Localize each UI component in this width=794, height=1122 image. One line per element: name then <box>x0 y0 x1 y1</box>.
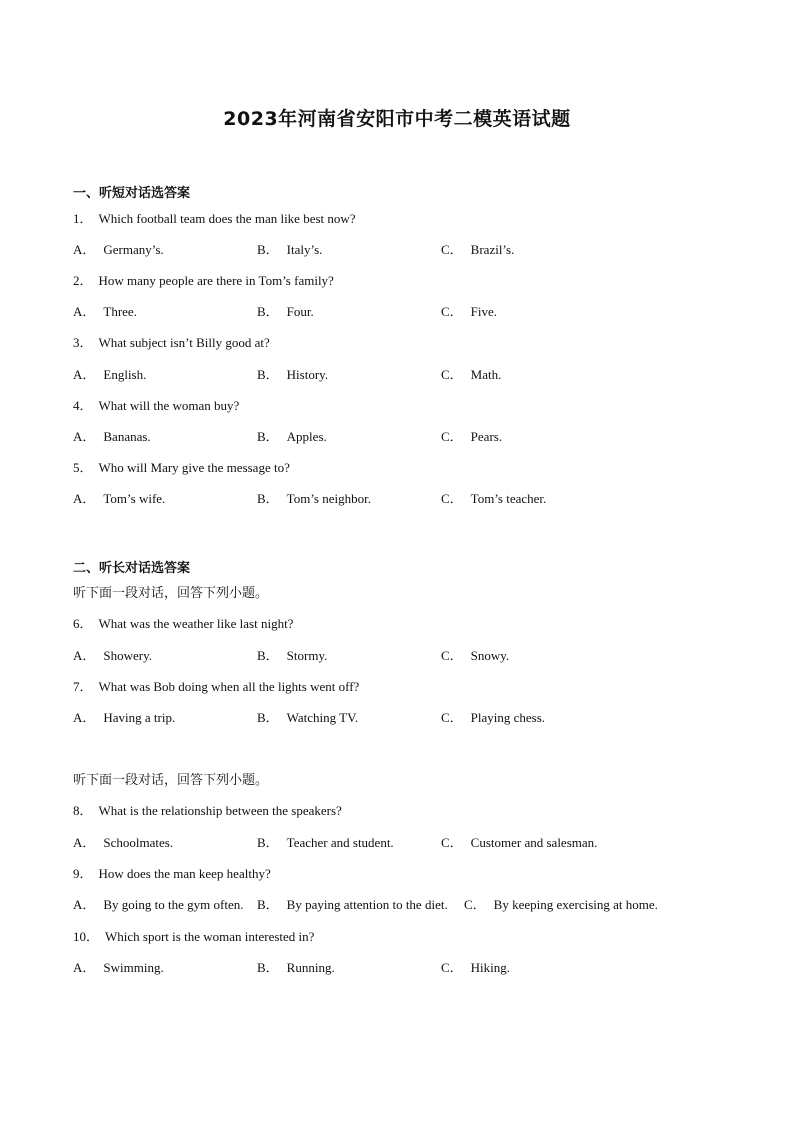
question-text: How many people are there in Tom’s family? <box>98 273 334 288</box>
section-heading-1: 一、听短对话选答案 <box>73 186 191 201</box>
question-number: 2． <box>73 273 93 288</box>
question-number: 4． <box>73 398 93 413</box>
question-10 <box>73 926 314 945</box>
option-text: Brazil’s. <box>470 242 515 257</box>
option-text: Hiking. <box>470 960 511 975</box>
option-text: Watching TV. <box>286 710 359 725</box>
question-number: 1． <box>73 211 93 226</box>
option-c[interactable] <box>441 645 509 664</box>
option-text: Customer and salesman. <box>470 835 598 850</box>
option-letter: C． <box>441 648 463 663</box>
options-2 <box>73 301 713 319</box>
option-a[interactable] <box>73 645 152 664</box>
options-5 <box>73 488 713 506</box>
option-letter: B． <box>257 897 279 912</box>
option-text: Germany’s. <box>103 242 164 257</box>
option-a[interactable] <box>73 239 164 258</box>
option-text: Showery. <box>103 648 153 663</box>
option-letter: C． <box>441 429 463 444</box>
option-letter: B． <box>257 242 279 257</box>
option-text: By keeping exercising at home. <box>493 897 658 912</box>
option-letter: A． <box>73 960 96 975</box>
option-b[interactable] <box>257 364 328 383</box>
option-c[interactable] <box>441 707 545 726</box>
options-7 <box>73 707 713 725</box>
option-text: By going to the gym often. <box>103 897 244 912</box>
question-4 <box>73 395 239 414</box>
option-letter: C． <box>464 897 486 912</box>
options-8 <box>73 832 713 850</box>
option-text: History. <box>286 367 329 382</box>
option-letter: B． <box>257 429 279 444</box>
option-text: Four. <box>286 304 314 319</box>
options-10 <box>73 957 713 975</box>
option-b[interactable] <box>257 239 322 258</box>
question-number: 8． <box>73 803 93 818</box>
question-number: 7． <box>73 679 93 694</box>
option-c[interactable] <box>441 426 502 445</box>
option-a[interactable] <box>73 894 244 913</box>
options-1 <box>73 239 713 257</box>
question-6 <box>73 613 293 632</box>
options-6 <box>73 645 713 663</box>
section-heading-2: 二、听长对话选答案 <box>73 561 191 576</box>
option-letter: B． <box>257 710 279 725</box>
option-b[interactable] <box>257 957 335 976</box>
option-letter: B． <box>257 491 279 506</box>
option-text: Math. <box>470 367 502 382</box>
option-text: English. <box>103 367 147 382</box>
option-text: Running. <box>286 960 335 975</box>
option-b[interactable] <box>257 301 314 320</box>
question-5 <box>73 457 290 476</box>
option-letter: A． <box>73 710 96 725</box>
options-9 <box>73 894 713 912</box>
option-a[interactable] <box>73 832 173 851</box>
option-letter: A． <box>73 242 96 257</box>
option-letter: A． <box>73 835 96 850</box>
question-text: What will the woman buy? <box>98 398 240 413</box>
option-letter: A． <box>73 897 96 912</box>
option-text: Apples. <box>286 429 327 444</box>
question-3 <box>73 332 270 351</box>
question-number: 10． <box>73 929 100 944</box>
question-text: Which sport is the woman interested in? <box>105 929 315 944</box>
option-text: Three. <box>103 304 137 319</box>
question-9 <box>73 863 271 882</box>
question-number: 9． <box>73 866 93 881</box>
question-number: 6． <box>73 616 93 631</box>
question-text: What subject isn’t Billy good at? <box>98 335 270 350</box>
option-text: Tom’s neighbor. <box>286 491 371 506</box>
option-letter: B． <box>257 367 279 382</box>
option-b[interactable] <box>257 488 371 507</box>
question-1 <box>73 208 356 227</box>
option-c[interactable] <box>441 488 546 507</box>
option-b[interactable] <box>257 426 327 445</box>
option-text: Swimming. <box>103 960 164 975</box>
option-a[interactable] <box>73 488 165 507</box>
option-letter: C． <box>441 367 463 382</box>
question-number: 3． <box>73 335 93 350</box>
option-a[interactable] <box>73 426 151 445</box>
question-2 <box>73 270 334 289</box>
option-text: Tom’s teacher. <box>470 491 547 506</box>
question-7 <box>73 676 359 695</box>
option-text: Playing chess. <box>470 710 546 725</box>
option-b[interactable] <box>257 645 327 664</box>
option-letter: A． <box>73 491 96 506</box>
option-c[interactable] <box>441 957 510 976</box>
question-text: What was Bob doing when all the lights went off? <box>98 679 360 694</box>
option-letter: C． <box>441 835 463 850</box>
question-text: Which football team does the man like best now? <box>98 211 356 226</box>
option-letter: B． <box>257 835 279 850</box>
page-title: 2023年河南省安阳市中考二模英语试题 <box>223 108 571 130</box>
option-text: By paying attention to the diet. <box>286 897 448 912</box>
option-text: Snowy. <box>470 648 510 663</box>
option-b[interactable] <box>257 894 448 913</box>
options-4 <box>73 426 713 444</box>
option-a[interactable] <box>73 301 137 320</box>
option-letter: A． <box>73 304 96 319</box>
question-text: How does the man keep healthy? <box>98 866 271 881</box>
options-3 <box>73 364 713 382</box>
question-text: What is the relationship between the speakers? <box>98 803 342 818</box>
option-c[interactable] <box>441 239 514 258</box>
option-letter: C． <box>441 304 463 319</box>
option-letter: C． <box>441 710 463 725</box>
option-letter: B． <box>257 304 279 319</box>
question-8 <box>73 800 342 819</box>
option-text: Schoolmates. <box>103 835 174 850</box>
option-letter: A． <box>73 648 96 663</box>
option-letter: C． <box>441 242 463 257</box>
question-text: Who will Mary give the message to? <box>98 460 290 475</box>
option-letter: A． <box>73 429 96 444</box>
section-intro-2: 听下面一段对话，回答下列小题。 <box>73 773 269 788</box>
option-b[interactable] <box>257 832 394 851</box>
option-c[interactable] <box>441 832 597 851</box>
option-a[interactable] <box>73 707 175 726</box>
option-text: Bananas. <box>103 429 151 444</box>
option-text: Teacher and student. <box>286 835 394 850</box>
option-b[interactable] <box>257 707 358 726</box>
option-text: Tom’s wife. <box>103 491 166 506</box>
question-number: 5． <box>73 460 93 475</box>
option-a[interactable] <box>73 364 146 383</box>
option-c[interactable] <box>441 301 497 320</box>
option-text: Pears. <box>470 429 503 444</box>
option-letter: C． <box>441 960 463 975</box>
option-text: Italy’s. <box>286 242 323 257</box>
option-c[interactable] <box>441 364 501 383</box>
option-a[interactable] <box>73 957 164 976</box>
option-text: Stormy. <box>286 648 328 663</box>
option-text: Five. <box>470 304 498 319</box>
option-letter: B． <box>257 960 279 975</box>
option-c[interactable] <box>464 894 658 913</box>
section-intro-1: 听下面一段对话，回答下列小题。 <box>73 586 269 601</box>
option-letter: C． <box>441 491 463 506</box>
option-text: Having a trip. <box>103 710 176 725</box>
option-letter: A． <box>73 367 96 382</box>
option-letter: B． <box>257 648 279 663</box>
question-text: What was the weather like last night? <box>98 616 294 631</box>
